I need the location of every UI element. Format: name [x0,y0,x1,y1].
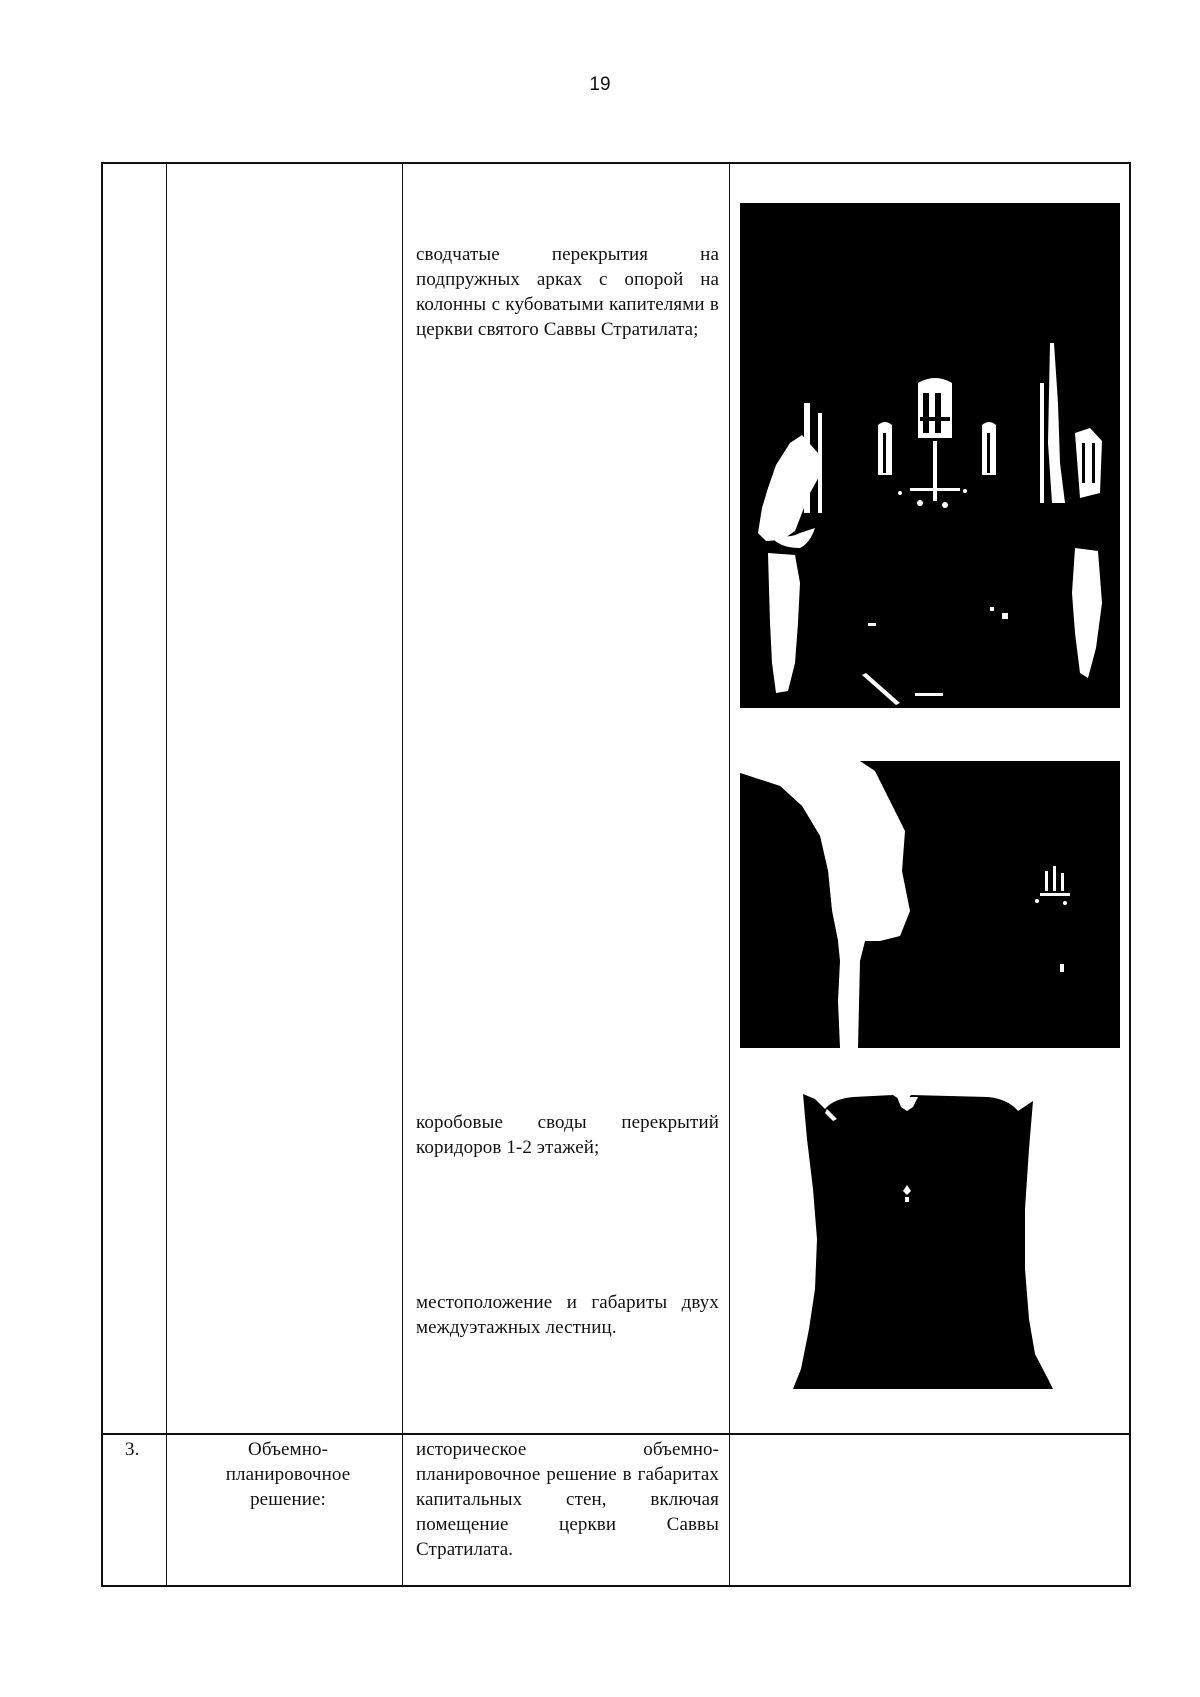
document-table [101,162,1131,1587]
item-stairs-text: местоположение и габариты двух междуэтажных лестниц. [416,1292,719,1338]
column-divider [402,164,403,1585]
church-interior-photo [740,203,1120,708]
row-3-title: Объемно-планировочное решение: [225,1439,351,1510]
arch-vault-photo [740,761,1120,1048]
item-corridors-text: коробовые своды перекрытий коридоров 1-2 этажей; [416,1112,719,1158]
item-vaults-text: сводчатые перекрытия на подпружных арках с опорой на колонны с кубоватыми капителями в церкви святого Саввы Стратилата; [416,244,719,340]
page-number: 19 [589,74,611,95]
column-divider [166,164,167,1585]
row-divider [103,1433,1129,1435]
row-3-number: 3. [125,1439,140,1460]
row-3-description: историческое объемно-планировочное решение в габаритах капитальных стен, включая помещение церкви Саввы Стратилата. [416,1439,719,1560]
corridor-vault-photo [793,1089,1088,1394]
column-divider [729,164,730,1585]
